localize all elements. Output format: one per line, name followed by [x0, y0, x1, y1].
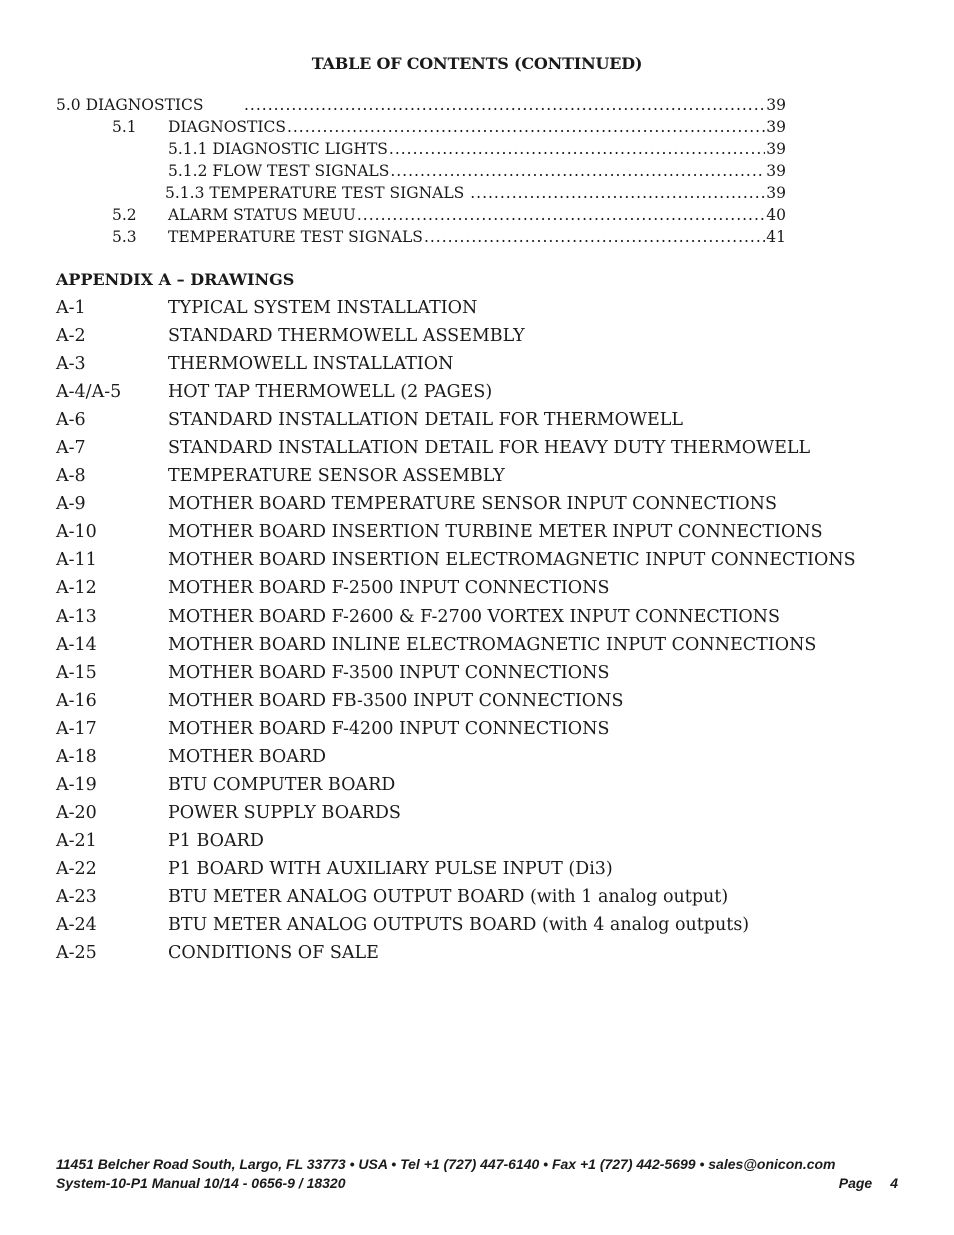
toc-section-label: DIAGNOSTICS — [168, 118, 286, 136]
drawing-code: A-1 — [56, 298, 86, 318]
drawing-title: STANDARD INSTALLATION DETAIL FOR THERMOWELL — [168, 410, 684, 430]
toc-leader-dots — [390, 162, 765, 180]
toc-page-number: 39 — [766, 118, 786, 136]
footer-manual-line — [56, 1175, 898, 1191]
toc-section-label: TEMPERATURE TEST SIGNALS — [168, 228, 423, 246]
drawing-code: A-11 — [56, 550, 97, 570]
drawing-code: A-3 — [56, 354, 86, 374]
footer-address: 11451 Belcher Road South, Largo, FL 33773 • USA • Tel +1 (727) 447-6140 • Fax +1 (727) 442-5699 • sales@onicon.com — [56, 1156, 836, 1172]
toc-entry[interactable] — [168, 140, 786, 158]
drawing-code: A-10 — [56, 522, 97, 542]
drawing-title: MOTHER BOARD TEMPERATURE SENSOR INPUT CONNECTIONS — [168, 494, 777, 514]
drawing-code: A-19 — [56, 775, 97, 795]
drawing-title: MOTHER BOARD FB-3500 INPUT CONNECTIONS — [168, 691, 624, 711]
drawing-title: MOTHER BOARD F-2600 & F-2700 VORTEX INPUT CONNECTIONS — [168, 607, 780, 627]
drawing-code: A-2 — [56, 326, 86, 346]
drawing-title: STANDARD INSTALLATION DETAIL FOR HEAVY DUTY THERMOWELL — [168, 438, 811, 458]
toc-page-number: 39 — [766, 184, 786, 202]
drawing-title: BTU METER ANALOG OUTPUT BOARD (with 1 analog output) — [168, 887, 729, 907]
drawing-code: A-9 — [56, 494, 86, 514]
drawing-title: BTU COMPUTER BOARD — [168, 775, 396, 795]
drawing-code: A-13 — [56, 607, 97, 627]
toc-leader-dots — [287, 118, 765, 136]
drawing-code: A-8 — [56, 466, 86, 486]
drawing-code: A-22 — [56, 859, 97, 879]
drawing-title: MOTHER BOARD F-2500 INPUT CONNECTIONS — [168, 578, 610, 598]
drawing-code: A-21 — [56, 831, 97, 851]
drawing-code: A-17 — [56, 719, 97, 739]
drawing-title: HOT TAP THERMOWELL (2 PAGES) — [168, 382, 493, 402]
page-number: 4 — [890, 1175, 898, 1191]
toc-leader-dots — [357, 206, 765, 224]
toc-leader-dots — [424, 228, 765, 246]
drawing-title: TYPICAL SYSTEM INSTALLATION — [168, 298, 478, 318]
toc-leader-dots — [244, 96, 765, 114]
page-title: TABLE OF CONTENTS (CONTINUED) — [311, 54, 643, 73]
page-indicator — [839, 1175, 898, 1191]
toc-leader-dots — [470, 184, 765, 202]
toc-page-number: 41 — [766, 228, 786, 246]
drawing-title: POWER SUPPLY BOARDS — [168, 803, 401, 823]
appendix-heading: APPENDIX A – DRAWINGS — [56, 270, 295, 289]
toc-entry[interactable] — [112, 228, 786, 246]
drawing-title: MOTHER BOARD INSERTION TURBINE METER INPUT CONNECTIONS — [168, 522, 823, 542]
toc-page-number: 39 — [766, 140, 786, 158]
toc-page-number: 40 — [766, 206, 786, 224]
toc-leader-dots — [389, 140, 765, 158]
drawing-title: THERMOWELL INSTALLATION — [168, 354, 454, 374]
drawing-code: A-24 — [56, 915, 97, 935]
toc-section-number: 5.1 — [112, 118, 137, 136]
drawing-title: TEMPERATURE SENSOR ASSEMBLY — [168, 466, 505, 486]
toc-section-number: 5.3 — [112, 228, 137, 246]
drawing-code: A-15 — [56, 663, 97, 683]
drawing-title: MOTHER BOARD INLINE ELECTROMAGNETIC INPUT CONNECTIONS — [168, 635, 817, 655]
drawing-title: MOTHER BOARD — [168, 747, 327, 767]
toc-section-number: 5.2 — [112, 206, 137, 224]
toc-page-number: 39 — [766, 162, 786, 180]
drawing-title: MOTHER BOARD INSERTION ELECTROMAGNETIC INPUT CONNECTIONS — [168, 550, 856, 570]
drawing-title: P1 BOARD WITH AUXILIARY PULSE INPUT (Di3) — [168, 859, 613, 879]
drawing-code: A-4/A-5 — [56, 382, 122, 402]
drawing-code: A-25 — [56, 943, 97, 963]
toc-entry[interactable] — [56, 96, 786, 114]
drawing-title: P1 BOARD — [168, 831, 264, 851]
toc-section-label: ALARM STATUS MEUU — [168, 206, 356, 224]
drawing-title: MOTHER BOARD F-3500 INPUT CONNECTIONS — [168, 663, 610, 683]
drawing-code: A-23 — [56, 887, 97, 907]
drawing-title: CONDITIONS OF SALE — [168, 943, 379, 963]
toc-entry[interactable] — [112, 206, 786, 224]
page-word: Page — [838, 1175, 873, 1191]
toc-section-label: 5.1.3 TEMPERATURE TEST SIGNALS — [165, 184, 470, 202]
toc-section-label: 5.1.2 FLOW TEST SIGNALS — [168, 162, 390, 180]
drawing-code: A-7 — [56, 438, 86, 458]
drawing-code: A-12 — [56, 578, 97, 598]
drawing-code: A-20 — [56, 803, 97, 823]
drawing-code: A-18 — [56, 747, 97, 767]
toc-page-number: 39 — [766, 96, 786, 114]
drawing-code: A-6 — [56, 410, 86, 430]
drawing-title: STANDARD THERMOWELL ASSEMBLY — [168, 326, 525, 346]
drawing-title: BTU METER ANALOG OUTPUTS BOARD (with 4 analog outputs) — [168, 915, 750, 935]
drawing-title: MOTHER BOARD F-4200 INPUT CONNECTIONS — [168, 719, 610, 739]
toc-section-number: 5.0 DIAGNOSTICS — [56, 96, 204, 114]
toc-entry[interactable] — [165, 184, 786, 202]
manual-reference: System-10-P1 Manual 10/14 - 0656-9 / 18320 — [56, 1175, 346, 1191]
toc-entry[interactable] — [168, 162, 786, 180]
drawing-code: A-16 — [56, 691, 97, 711]
drawing-code: A-14 — [56, 635, 97, 655]
toc-entry[interactable] — [112, 118, 786, 136]
toc-section-label: 5.1.1 DIAGNOSTIC LIGHTS — [168, 140, 388, 158]
